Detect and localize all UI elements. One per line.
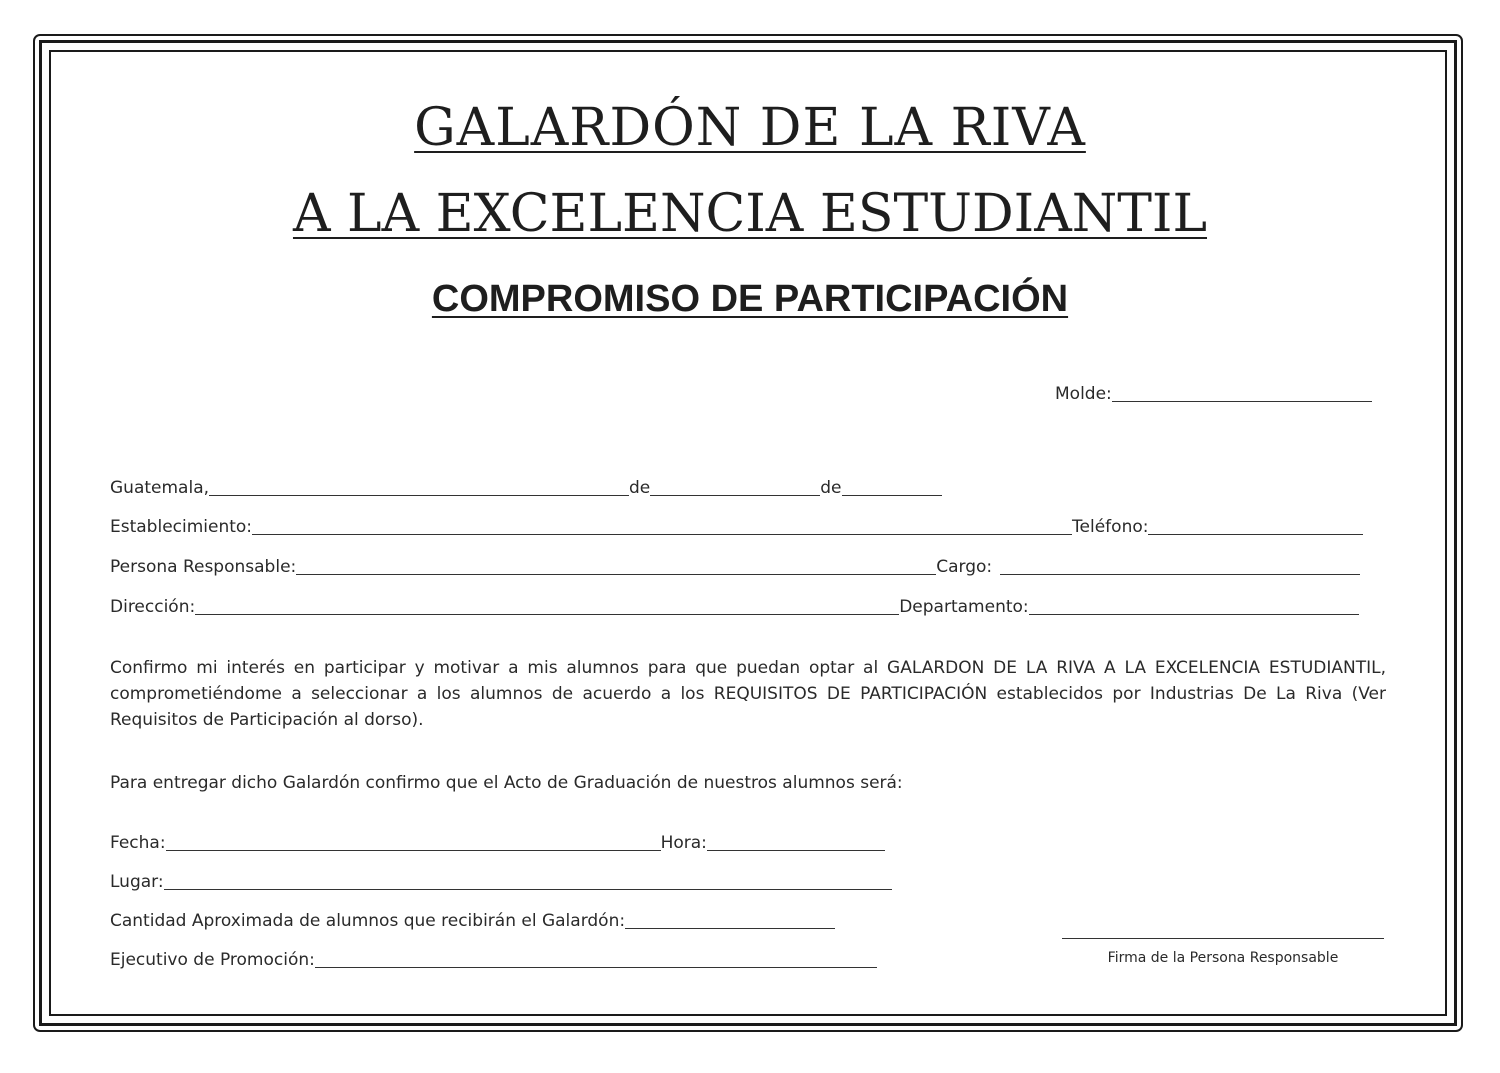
de-label-2: de	[820, 478, 842, 498]
cargo-label: Cargo:	[936, 557, 993, 577]
ejecutivo-line[interactable]	[315, 949, 877, 968]
signature-label: Firma de la Persona Responsable	[1107, 950, 1339, 966]
de-label-1: de	[629, 478, 651, 498]
hora-label: Hora:	[660, 833, 707, 853]
commitment-paragraph: Confirmo mi interés en participar y motivar a mis alumnos para que puedan optar al GALARDON DE LA RIVA A LA EXCELENCIA ESTUDIANTIL, comprometiéndome a seleccionar a los alumnos de acuerdo a los REQUISITOS DE PARTICIPACIÓN establecidos por Industrias De La Riva (Ver Requisitos de Participación al dorso).	[110, 658, 1386, 730]
telefono-line[interactable]	[1148, 516, 1363, 535]
ejecutivo-label: Ejecutivo de Promoción:	[110, 950, 315, 970]
subtitle: COMPROMISO DE PARTICIPACIÓN	[431, 278, 1069, 320]
direccion-label: Dirección:	[110, 597, 196, 617]
departamento-line[interactable]	[1029, 596, 1359, 615]
departamento-label: Departamento:	[899, 597, 1029, 617]
month-line[interactable]	[650, 477, 820, 496]
day-line[interactable]	[209, 477, 629, 496]
direccion-line[interactable]	[195, 596, 899, 615]
cargo-line[interactable]	[1000, 556, 1360, 575]
persona-responsable-line[interactable]	[296, 556, 936, 575]
cantidad-row	[110, 905, 835, 931]
graduation-intro: Para entregar dicho Galardón confirmo que el Acto de Graduación de nuestros alumnos será:	[110, 773, 903, 793]
ejecutivo-row	[110, 944, 877, 970]
title-line-1: GALARDÓN DE LA RIVA	[414, 98, 1086, 158]
molde-label: Molde:	[1055, 384, 1112, 404]
year-line[interactable]	[842, 477, 942, 496]
title-line-2: A LA EXCELENCIA ESTUDIANTIL	[292, 184, 1208, 244]
persona-responsable-label: Persona Responsable:	[110, 557, 297, 577]
persona-row	[110, 551, 1360, 577]
direccion-row	[110, 591, 1359, 617]
fecha-label: Fecha:	[110, 833, 166, 853]
hora-line[interactable]	[707, 832, 885, 851]
molde-field	[1055, 378, 1372, 404]
signature-line[interactable]	[1062, 938, 1384, 939]
cantidad-line[interactable]	[625, 910, 835, 929]
establecimiento-line[interactable]	[252, 516, 1072, 535]
lugar-line[interactable]	[164, 871, 892, 890]
molde-line[interactable]	[1112, 383, 1372, 402]
date-field	[110, 472, 942, 498]
fecha-line[interactable]	[166, 832, 661, 851]
fecha-row	[110, 827, 885, 853]
establecimiento-row	[110, 511, 1363, 537]
lugar-row	[110, 866, 892, 892]
establecimiento-label: Establecimiento:	[110, 517, 253, 537]
cantidad-label: Cantidad Aproximada de alumnos que recibirán el Galardón:	[110, 911, 626, 931]
lugar-label: Lugar:	[110, 872, 164, 892]
telefono-label: Teléfono:	[1072, 517, 1149, 537]
guatemala-label: Guatemala,	[110, 478, 210, 498]
